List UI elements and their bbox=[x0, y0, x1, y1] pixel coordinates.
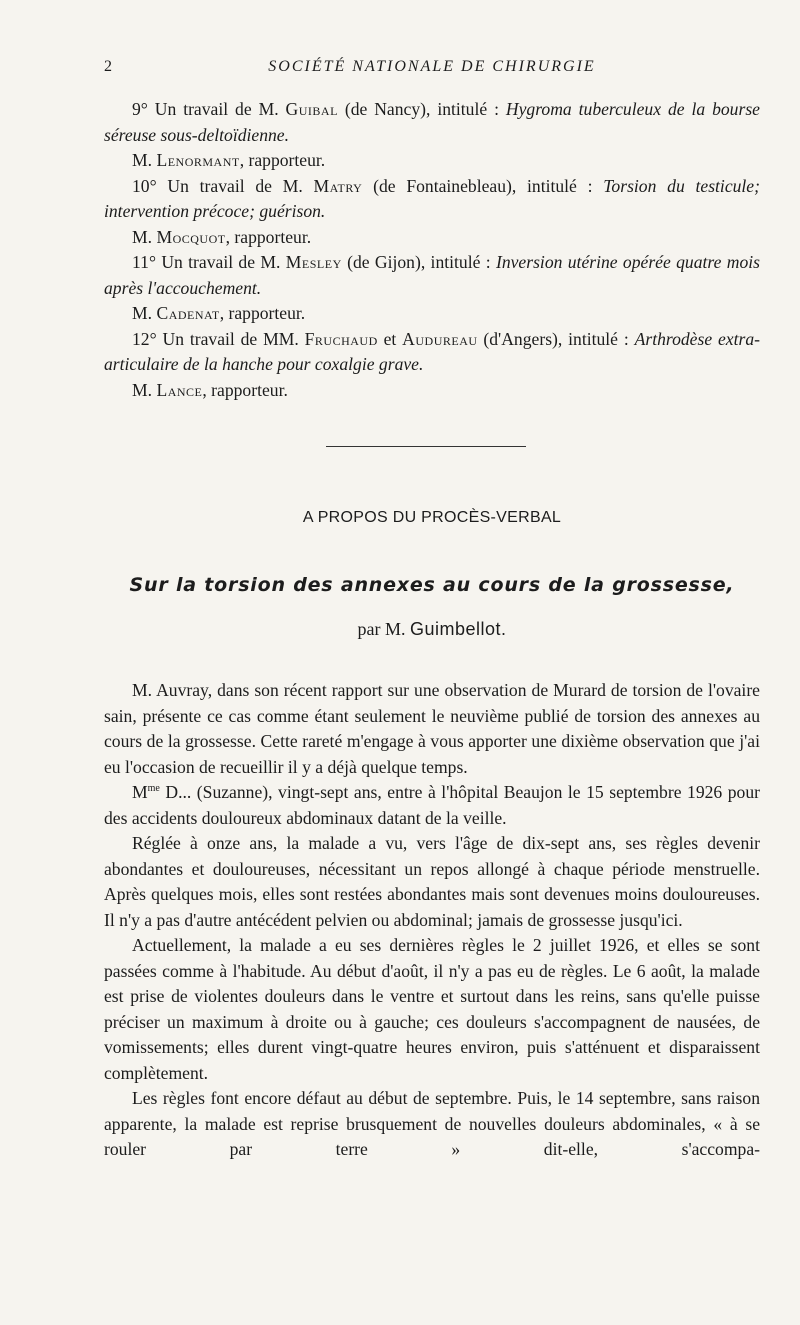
running-header bbox=[104, 58, 760, 84]
byline: par M. Guimbellot. bbox=[357, 619, 507, 639]
rapporteur-line: M. Cadenat, rapporteur. bbox=[132, 303, 306, 323]
rapporteur-line: M. Lenormant, rapporteur. bbox=[132, 150, 326, 170]
work-title: Inversion utérine opérée quatre mois après l'accouchement. bbox=[104, 252, 760, 298]
rapporteur-line: M. Lance, rapporteur. bbox=[132, 379, 288, 400]
list-item: 10° Un travail de M. Matry (de Fontainebleau), intitulé : Torsion du testicule; intervention précoce; guérison. bbox=[104, 175, 760, 221]
list-item: 12° Un travail de MM. Fruchaud et Audureau (d'Angers), intitulé : Arthrodèse extra-articulaire de la hanche pour coxalgie grave. bbox=[104, 328, 760, 374]
rapporteur-name: Cadenat bbox=[156, 303, 220, 323]
rapporteur-name: Lenormant bbox=[156, 150, 240, 170]
author-name: Matry bbox=[313, 175, 363, 196]
paragraph: Réglée à onze ans, la malade a vu, vers l'âge de dix-sept ans, ses règles devenir abondantes et douloureuses, nécessitant un repos allongé à chaque période menstruelle. Après quelques mois, elles sont restées abondantes mais sont devenues moins douloureuses. Il n'y a pas d'autre antécédent pelvien ou abdominal; jamais de grossesse jusqu'ici. bbox=[104, 833, 760, 930]
byline-author: Guimbellot. bbox=[409, 619, 507, 639]
list-item: 11° Un travail de M. Mesley (de Gijon), intitulé : Inversion utérine opérée quatre mois après l'accouchement. bbox=[104, 252, 760, 298]
running-title: SOCIÉTÉ NATIONALE DE CHIRURGIE bbox=[268, 58, 596, 75]
paragraph: M. Auvray, dans son récent rapport sur une observation de Murard de torsion de l'ovaire sain, présente ce cas comme étant seulement le neuvième publié de torsion des annexes au cours de la grossesse. Cette rareté m'engage à vous apporter une dixième observation que j'ai eu l'occasion de recueillir il y a déjà quelque temps. bbox=[104, 680, 760, 777]
article-title: Sur la torsion des annexes au cours de la grossesse, bbox=[129, 574, 735, 596]
rapporteur-name: Mocquot bbox=[156, 226, 226, 247]
article-body bbox=[104, 678, 760, 1163]
work-title: Arthrodèse extra-articulaire de la hanche pour coxalgie grave. bbox=[104, 328, 760, 374]
author-name: Guibal bbox=[285, 99, 338, 119]
author-name: Audureau bbox=[402, 328, 478, 349]
author-name: Fruchaud bbox=[304, 328, 378, 349]
page-number: 2 bbox=[104, 58, 112, 75]
section-heading: A PROPOS DU PROCÈS-VERBAL bbox=[302, 509, 562, 526]
list-item: 9° Un travail de M. Guibal (de Nancy), intitulé : Hygroma tuberculeux de la bourse séreuse sous-deltoïdienne. bbox=[104, 99, 760, 145]
work-title: Torsion du testicule; intervention précoce; guérison. bbox=[104, 175, 760, 221]
section-divider bbox=[326, 446, 526, 447]
author-name: Mesley bbox=[285, 252, 342, 272]
rapporteur-name: Lance bbox=[156, 379, 203, 400]
work-title: Hygroma tuberculeux de la bourse séreuse sous-deltoïdienne. bbox=[104, 99, 760, 145]
rapporteur-line: M. Mocquot, rapporteur. bbox=[132, 226, 312, 247]
paragraph: Actuellement, la malade a eu ses dernières règles le 2 juillet 1926, et elles se sont passées comme à l'habitude. Au début d'août, il n'y a pas eu de règles. Le 6 août, la malade est prise de violentes douleurs dans le ventre et surtout dans les reins, sans qu'elle puisse préciser un maximum à droite ou à gauche; ces douleurs s'accompagnent de nausées, de vomissements; elles durent vingt-quatre heures environ, puis s'atténuent et disparaissent complètement. bbox=[104, 935, 760, 1083]
report-list bbox=[104, 97, 760, 403]
paragraph: Les règles font encore défaut au début de septembre. Puis, le 14 septembre, sans raison apparente, la malade est reprise brusquement de nouvelles douleurs abdominales, « à se rouler par terre » dit-elle, s'accompa- bbox=[104, 1088, 760, 1159]
paragraph: $M^{me}$ D... (Suzanne), vingt-sept ans, entre à l'hôpital Beaujon le 15 septembre 1926 pour des accidents douloureux abdominaux datant de la veille. bbox=[104, 782, 760, 828]
